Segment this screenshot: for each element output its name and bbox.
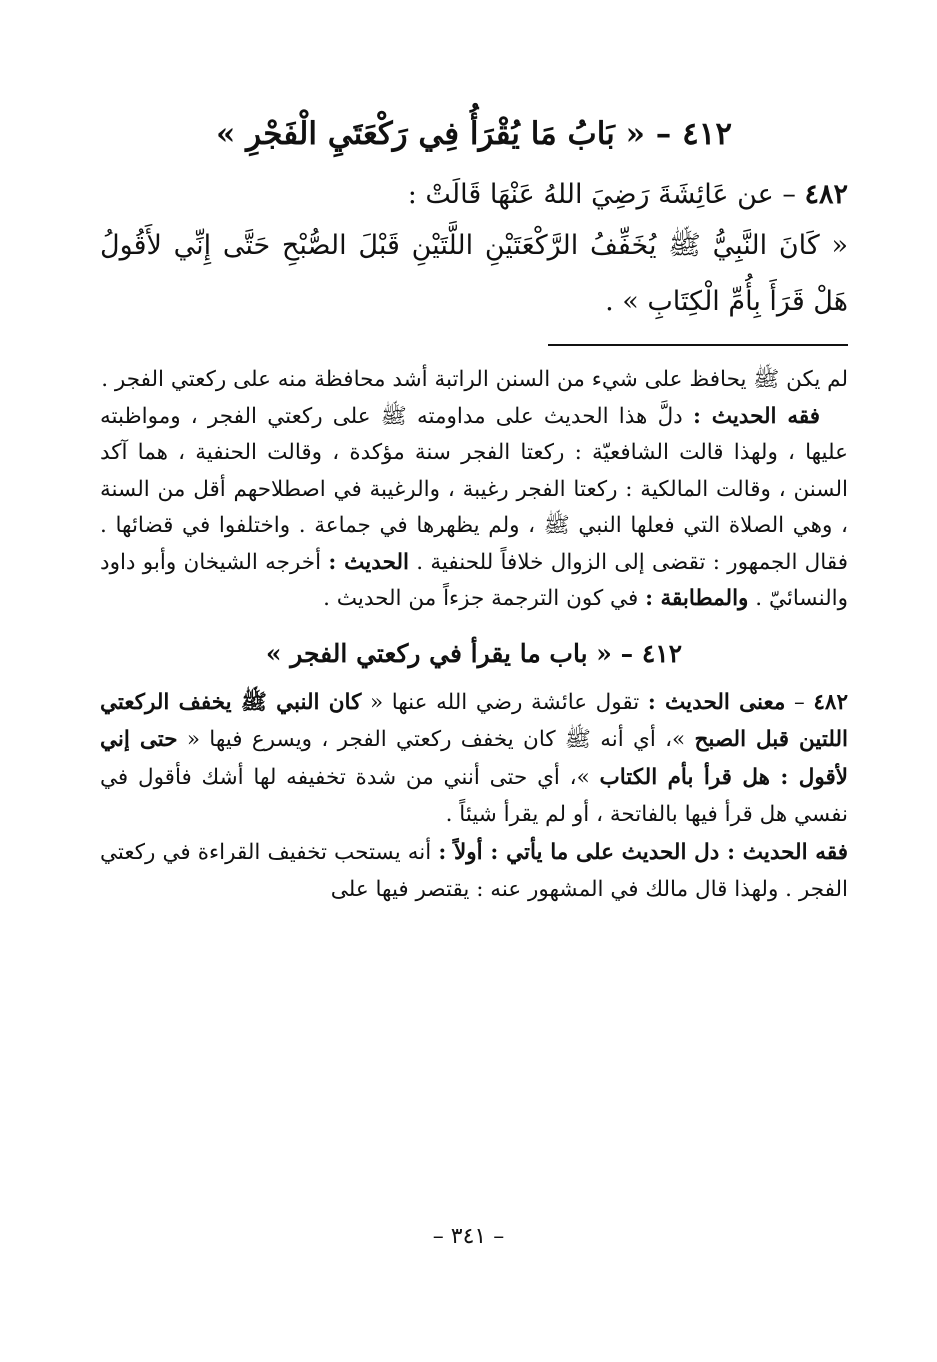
fiqh-2-label: فقه الحديث : دل الحديث على ما يأتي : أولاً : xyxy=(438,839,848,865)
page-number-footer xyxy=(0,1222,937,1252)
page-number: ٣٤١ xyxy=(450,1224,487,1249)
fiqh-paragraph-2 xyxy=(100,834,848,909)
hadith-number: ٤٨٢ xyxy=(804,179,848,210)
section-dash: – xyxy=(620,638,634,668)
chapter-title-text: « بَابُ مَا يُقْرَأُ فِي رَكْعَتَيِ الْفَجْرِ » xyxy=(215,116,645,152)
hadith-text: « كَانَ النَّبِيُّ ﷺ يُخَفِّفُ الرَّكْعَتَيْنِ اللَّتَيْنِ قَبْلَ الصُّبْحِ حَتَّى إِنِّي لأَقُولُ هَلْ قَرَأَ بِأُمِّ الْكِتَابِ » . xyxy=(100,230,848,317)
footer-dash-right: – xyxy=(432,1224,444,1249)
fiqh-paragraph-1 xyxy=(100,399,848,618)
section-number: ٤١٢ xyxy=(641,638,683,668)
hadith-dash: – xyxy=(782,179,796,210)
hadith-intro-text: عن عَائِشَةَ رَضِيَ اللهُ عَنْهَا قَالَتْ : xyxy=(407,179,774,210)
chapter-number: ٤١٢ xyxy=(682,116,733,152)
chapter-dash: – xyxy=(655,116,672,152)
footnote-text: لم يكن ﷺ يحافظ على شيء من السنن الراتبة أشد محافظة منه على ركعتي الفجر . xyxy=(101,367,848,392)
meaning-number: ٤٨٢ xyxy=(813,689,849,715)
chapter-title xyxy=(100,112,848,156)
meaning-text-2: »، أي أنه ﷺ كان يخفف ركعتي الفجر ، ويسرع فيها « xyxy=(186,727,686,752)
meaning-label: معنى الحديث : xyxy=(647,689,786,715)
page-body xyxy=(100,112,848,909)
meaning-paragraph xyxy=(100,684,848,834)
meaning-quote-1: كان النبي ﷺ يخفف الركعتي اللتين قبل الصبح xyxy=(100,689,848,752)
correspondence-label: والمطابقة : xyxy=(645,586,749,611)
hadith-intro xyxy=(100,172,848,218)
meaning-text-1: تقول عائشة رضي الله عنها « xyxy=(369,689,640,715)
correspondence-text: في كون الترجمة جزءاً من الحديث . xyxy=(323,586,639,611)
section-title-text: « باب ما يقرأ في ركعتي الفجر » xyxy=(265,638,612,668)
hadith-source-label: الحديث : xyxy=(328,549,409,575)
fiqh-text-1: دلَّ هذا الحديث على مداومته ﷺ على ركعتي الفجر ، ومواظبته عليها ، ولهذا قالت الشافعيّة : ركعتا الفجر سنة مؤكدة ، وقالت الحنفية ، هما آكد السنن ، وقالت المالكية : ركعتا الفجر رغيبة ، والرغيبة في اصطلاحهم أقل من السنة ، وهي الصلاة التي فعلها النبي ﷺ ، ولم يظهرها في جماعة . واختلفوا في قضائها . فقال الجمهور : تقضى إلى الزوال خلافاً للحنفية . xyxy=(100,403,848,575)
meaning-dash: – xyxy=(794,689,805,715)
fiqh-2-text: أنه يستحب تخفيف القراءة في ركعتي الفجر . ولهذا قال مالك في المشهور عنه : يقتصر فيها على xyxy=(100,839,848,902)
meaning-text-3: »، أي حتى أنني من شدة تخفيفه لها أشك فأقول في نفسي هل قرأ فيها بالفاتحة ، أو لم يقرأ شيئاً . xyxy=(100,764,848,827)
hadith-source-text: أخرجه الشيخان وأبو داود والنسائيّ . xyxy=(100,549,848,611)
footer-dash-left: – xyxy=(493,1224,505,1249)
section-title xyxy=(100,634,848,674)
footnote-divider xyxy=(548,344,848,346)
fiqh-label: فقه الحديث : xyxy=(692,403,820,429)
meaning-quote-2: حتى إني لأقول : هل قرأ بأم الكتاب xyxy=(100,727,849,790)
